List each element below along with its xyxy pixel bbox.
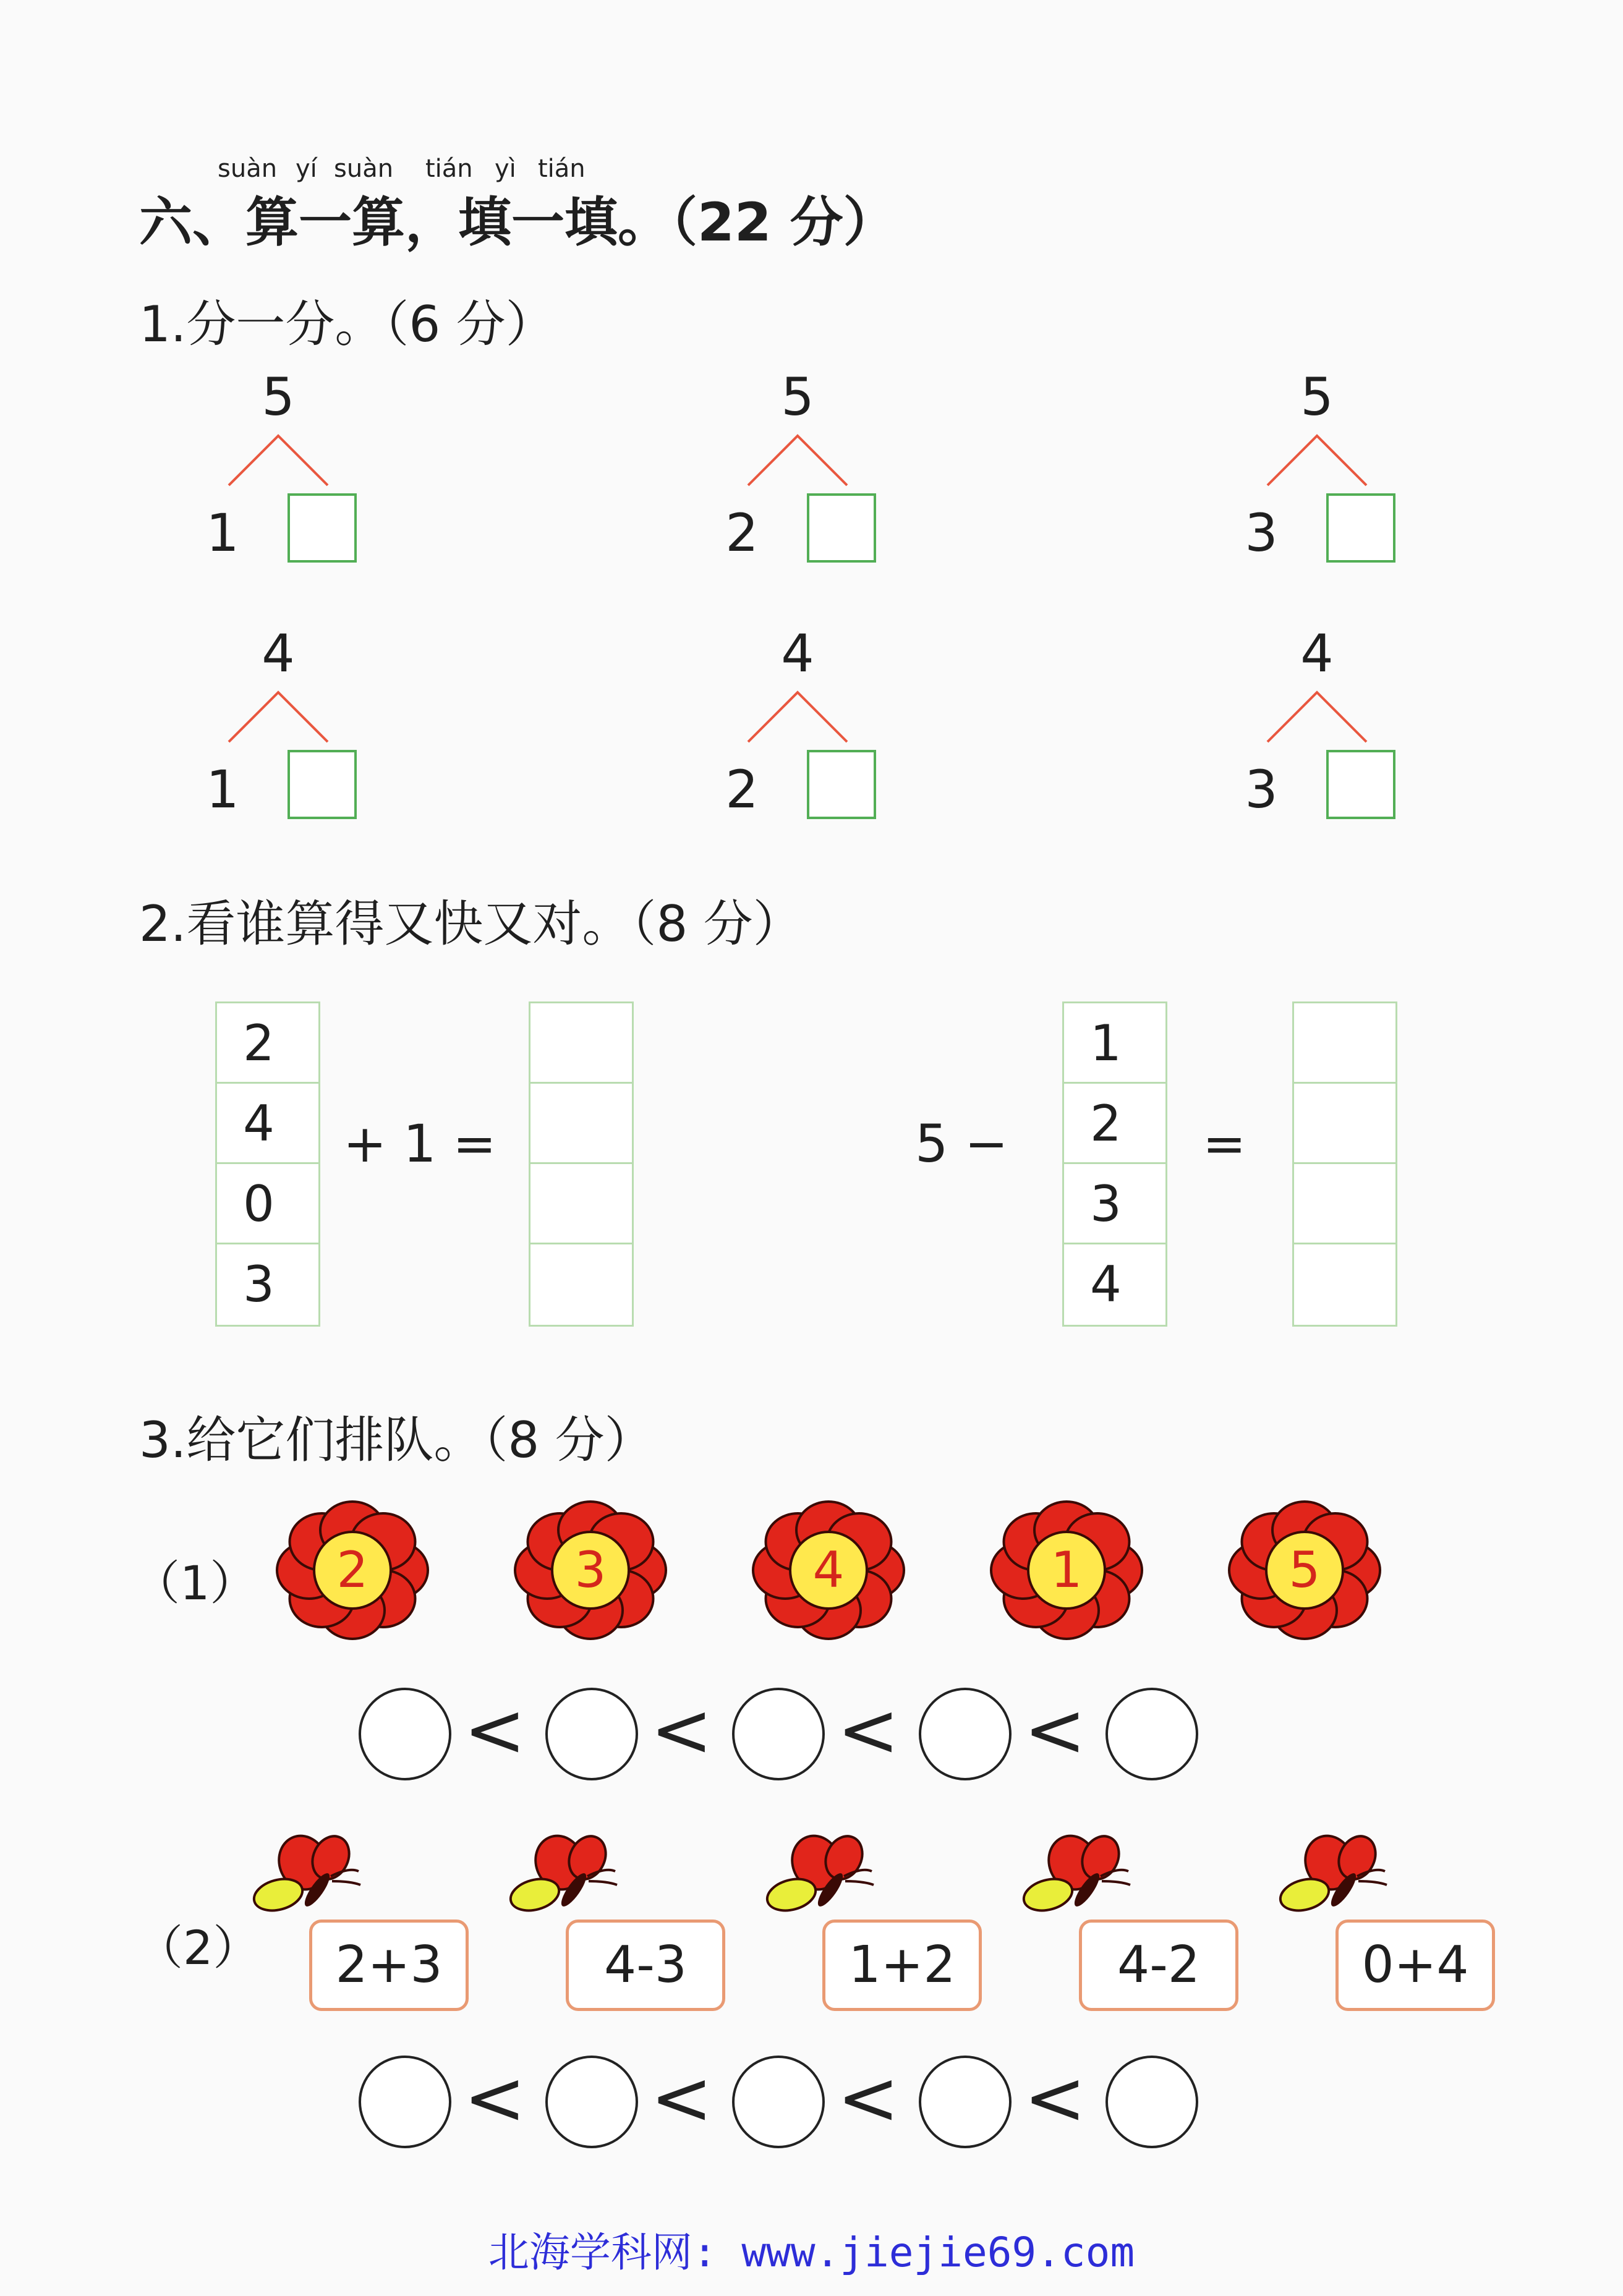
q2-title: 2.看谁算得又快又对。（8 分） [139, 895, 803, 953]
split-top-number: 5 [781, 367, 814, 427]
addend-cell: 3 [243, 1256, 275, 1313]
subtrahend-column [1062, 1001, 1167, 1327]
order-answer-circle[interactable] [545, 1688, 638, 1780]
split-left-number: 1 [206, 503, 239, 563]
addend-cell: 4 [217, 1084, 318, 1164]
flower-number: 2 [336, 1541, 368, 1599]
butterfly-icon [1014, 1833, 1138, 1932]
split-top-number: 4 [262, 623, 295, 684]
less-than-sign: < [1024, 2056, 1086, 2141]
flower-number: 3 [574, 1541, 607, 1599]
answer-box[interactable] [807, 493, 876, 563]
equals-sign: = [1203, 1113, 1246, 1174]
split-left-number: 1 [206, 759, 239, 820]
pinyin-yi-1: yí [296, 155, 317, 183]
order-answer-circle[interactable] [919, 2056, 1012, 2148]
answer-box[interactable] [288, 493, 357, 563]
order-answer-circle[interactable] [359, 1688, 451, 1780]
split-branch-lines [1261, 686, 1373, 748]
order-answer-circle[interactable] [732, 2056, 825, 2148]
less-than-sign: < [837, 1688, 900, 1774]
answer-cell[interactable] [530, 1244, 632, 1325]
order-answer-circle[interactable] [545, 2056, 638, 2148]
subtrahend-cell: 2 [1064, 1084, 1165, 1164]
q3-title: 3.给它们排队。（8 分） [139, 1411, 654, 1469]
answer-cell[interactable] [530, 1164, 632, 1244]
butterfly-icon [1271, 1833, 1394, 1932]
expression-tag: 4-3 [566, 1920, 725, 2011]
split-branch-lines [1261, 430, 1373, 491]
butterfly-icon [757, 1833, 881, 1932]
split-left-number: 3 [1245, 759, 1278, 820]
less-than-sign: < [650, 1688, 713, 1774]
less-than-sign: < [1024, 1688, 1086, 1774]
flower [272, 1496, 433, 1644]
expression-tag: 2+3 [309, 1920, 469, 2011]
split-left-number: 2 [725, 759, 759, 820]
less-than-sign: < [464, 2056, 526, 2141]
order-answer-circle[interactable] [1105, 2056, 1198, 2148]
footer-watermark: 北海学科网: www.jiejie69.com [488, 2229, 1135, 2276]
split-branch-lines [223, 686, 334, 748]
expression-tag: 1+2 [822, 1920, 982, 2011]
flower [1224, 1496, 1385, 1644]
q1-title: 1.分一分。（6 分） [139, 296, 555, 353]
less-than-sign: < [464, 1688, 526, 1774]
answer-cell[interactable] [530, 1084, 632, 1164]
flower [748, 1496, 909, 1644]
split-top-number: 5 [262, 367, 295, 427]
split-branch-lines [223, 430, 334, 491]
less-than-sign: < [837, 2056, 900, 2141]
flower-number: 5 [1289, 1541, 1321, 1599]
flower [986, 1496, 1147, 1644]
pinyin-tian-1: tián [425, 155, 473, 183]
subtrahend-cell: 3 [1064, 1164, 1165, 1244]
answer-cell[interactable] [1294, 1244, 1395, 1325]
flower-number: 1 [1050, 1541, 1083, 1599]
expression-tag: 0+4 [1335, 1920, 1495, 2011]
split-top-number: 4 [1300, 623, 1334, 684]
section-title: 六、算一算，填一填。（22 分） [139, 192, 897, 253]
order-answer-circle[interactable] [359, 2056, 451, 2148]
answer-box[interactable] [288, 750, 357, 819]
butterfly-icon [501, 1833, 624, 1932]
addend-cell: 2 [217, 1003, 318, 1084]
split-left-number: 3 [1245, 503, 1278, 563]
flower-number: 4 [812, 1541, 845, 1599]
answer-cell[interactable] [1294, 1003, 1395, 1084]
pinyin-tian-2: tián [538, 155, 586, 183]
answer-box[interactable] [1326, 493, 1395, 563]
part1-label: （1） [133, 1555, 257, 1610]
order-answer-circle[interactable] [1105, 1688, 1198, 1780]
split-top-number: 5 [1300, 367, 1334, 427]
pinyin-yi-2: yì [495, 155, 516, 183]
order-answer-circle[interactable] [919, 1688, 1012, 1780]
difference-answer-column [1292, 1001, 1397, 1327]
split-branch-lines [742, 686, 853, 748]
split-left-number: 2 [725, 503, 759, 563]
less-than-sign: < [650, 2056, 713, 2141]
answer-box[interactable] [1326, 750, 1395, 819]
pinyin-suan-1: suàn [218, 155, 278, 183]
flower [510, 1496, 671, 1644]
answer-cell[interactable] [1294, 1164, 1395, 1244]
subtrahend-cell: 4 [1090, 1256, 1122, 1313]
five-minus: 5 − [915, 1113, 1008, 1174]
addend-column [215, 1001, 320, 1327]
order-answer-circle[interactable] [732, 1688, 825, 1780]
answer-cell[interactable] [530, 1003, 632, 1084]
subtrahend-cell: 1 [1064, 1003, 1165, 1084]
sum-answer-column [529, 1001, 634, 1327]
pinyin-suan-2: suàn [334, 155, 394, 183]
butterfly-icon [244, 1833, 368, 1932]
split-top-number: 4 [781, 623, 814, 684]
addend-cell: 0 [217, 1164, 318, 1244]
plus-one-equals: + 1 = [343, 1113, 496, 1174]
expression-tag: 4-2 [1079, 1920, 1238, 2011]
part2-label: （2） [136, 1920, 260, 1975]
split-branch-lines [742, 430, 853, 491]
answer-cell[interactable] [1294, 1084, 1395, 1164]
answer-box[interactable] [807, 750, 876, 819]
